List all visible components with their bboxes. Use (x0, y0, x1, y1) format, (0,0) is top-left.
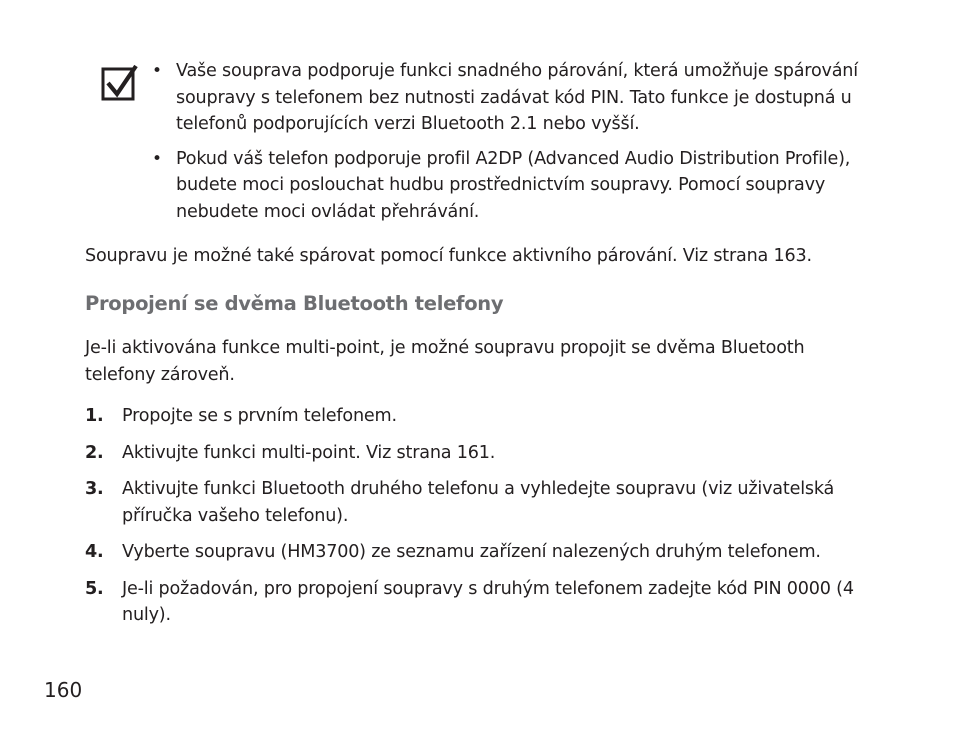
step-number: 3. (85, 479, 104, 499)
step-item (85, 476, 885, 529)
bullet-icon: • (152, 61, 162, 81)
intro-paragraph: Soupravu je možné také spárovat pomocí funkce aktivního párování. Viz strana 163. (85, 246, 812, 266)
note-item (152, 58, 872, 138)
step-item (85, 539, 885, 566)
note-text: Pokud váš telefon podporuje profil A2DP (Advanced Audio Distribution Profile), budete moci poslouchat hudbu prostřednictvím soupravy. Pomocí soupravy nebudete moci ovládat přehrávání. (176, 148, 851, 222)
bullet-icon: • (152, 148, 162, 169)
step-text: Aktivujte funkci Bluetooth druhého telefonu a vyhledejte soupravu (viz uživatelská příručka vašeho telefonu). (122, 479, 835, 526)
step-number: 5. (85, 578, 104, 599)
note-list (152, 58, 872, 233)
step-text: Je-li požadován, pro propojení soupravy s druhým telefonem zadejte kód PIN 0000 (4 nuly). (122, 578, 854, 625)
step-text: Vyberte soupravu (HM3700) ze seznamu zařízení nalezených druhým telefonem. (122, 542, 821, 562)
note-text: Vaše souprava podporuje funkci snadného párování, která umožňuje spárování soupravy s telefonem bez nutnosti zadávat kód PIN. Tato funkce je dostupná u telefonů podporujících verzi Bluetooth 2.1 nebo vyšší. (176, 61, 858, 134)
step-item (85, 576, 885, 629)
step-number: 4. (85, 542, 104, 562)
checkbox-check-icon (100, 64, 138, 102)
step-text: Aktivujte funkci multi-point. Viz strana 161. (122, 442, 496, 463)
step-text: Propojte se s prvním telefonem. (122, 406, 397, 426)
steps-list (85, 403, 885, 639)
step-item (85, 440, 885, 467)
step-number: 1. (85, 406, 104, 426)
section-description: Je-li aktivována funkce multi-point, je možné soupravu propojit se dvěma Bluetooth telefony zároveň. (85, 338, 805, 385)
section-heading: Propojení se dvěma Bluetooth telefony (85, 292, 504, 315)
step-item (85, 403, 885, 430)
step-number: 2. (85, 442, 104, 463)
note-item (152, 146, 872, 226)
page-number: 160 (44, 678, 83, 702)
